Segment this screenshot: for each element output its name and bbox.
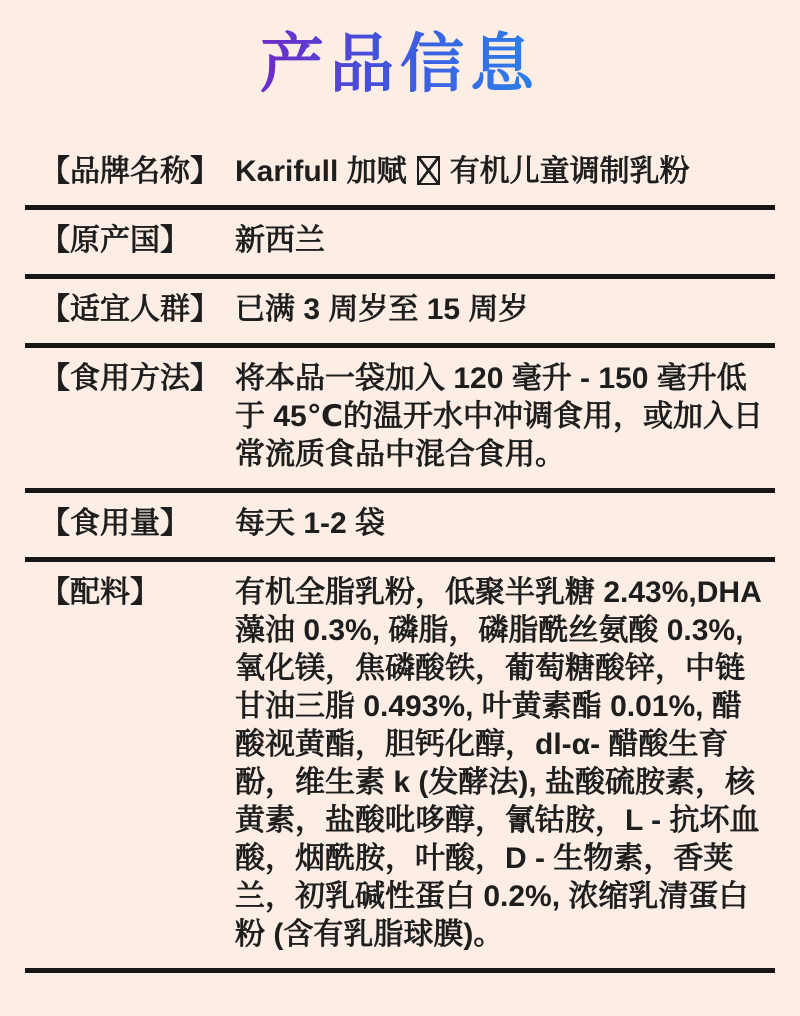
country-of-origin-label: 【原产国】	[40, 223, 190, 257]
ingredients-label: 【配料】	[40, 575, 160, 609]
country-of-origin-value: 新西兰	[235, 223, 325, 257]
page-title: 产品信息	[260, 26, 540, 103]
missing-glyph-icon	[417, 156, 440, 185]
brand-name-text-after: 有机儿童调制乳粉	[449, 154, 690, 188]
usage-method-value: 将本品一袋加入 120 毫升 - 150 毫升低于 45℃的温开水中冲调食用，或加入日常流质食品中混合食用。	[235, 361, 764, 471]
brand-name-value	[235, 153, 775, 191]
suitable-age-group-value: 已满 3 周岁至 15 周岁	[235, 292, 529, 326]
brand-name-label: 【品牌名称】	[40, 154, 220, 188]
daily-amount-label: 【食用量】	[40, 506, 190, 540]
daily-amount-value: 每天 1-2 袋	[235, 506, 386, 540]
suitable-age-group-label: 【适宜人群】	[40, 292, 220, 326]
title-area	[0, 0, 800, 103]
brand-name-text-before: Karifull 加赋	[235, 154, 407, 188]
product-info-table	[25, 141, 775, 973]
row-usage-method	[25, 348, 775, 493]
row-brand-name	[25, 141, 775, 210]
row-ingredients	[25, 562, 775, 973]
row-daily-amount	[25, 493, 775, 562]
row-country-of-origin	[25, 210, 775, 279]
ingredients-value: 有机全脂乳粉，低聚半乳糖 2.43%,DHA 藻油 0.3%, 磷脂，磷脂酰丝氨酸 0.3%, 氧化镁，焦磷酸铁，葡萄糖酸锌，中链甘油三脂 0.493%, 叶黄素酯 0.01%, 醋酸视黄酯，胆钙化醇，dl-α- 醋酸生育酚，维生素 k (发酵法), 盐酸硫胺素，核黄素，盐酸吡哆醇，氰钴胺，L - 抗坏血酸，烟酰胺，叶酸，D - 生物素，香荚兰，初乳碱性蛋白 0.2%, 浓缩乳清蛋白粉 (含有乳脂球膜)。	[235, 575, 761, 951]
usage-method-label: 【食用方法】	[40, 361, 220, 395]
row-suitable-age-group	[25, 279, 775, 348]
